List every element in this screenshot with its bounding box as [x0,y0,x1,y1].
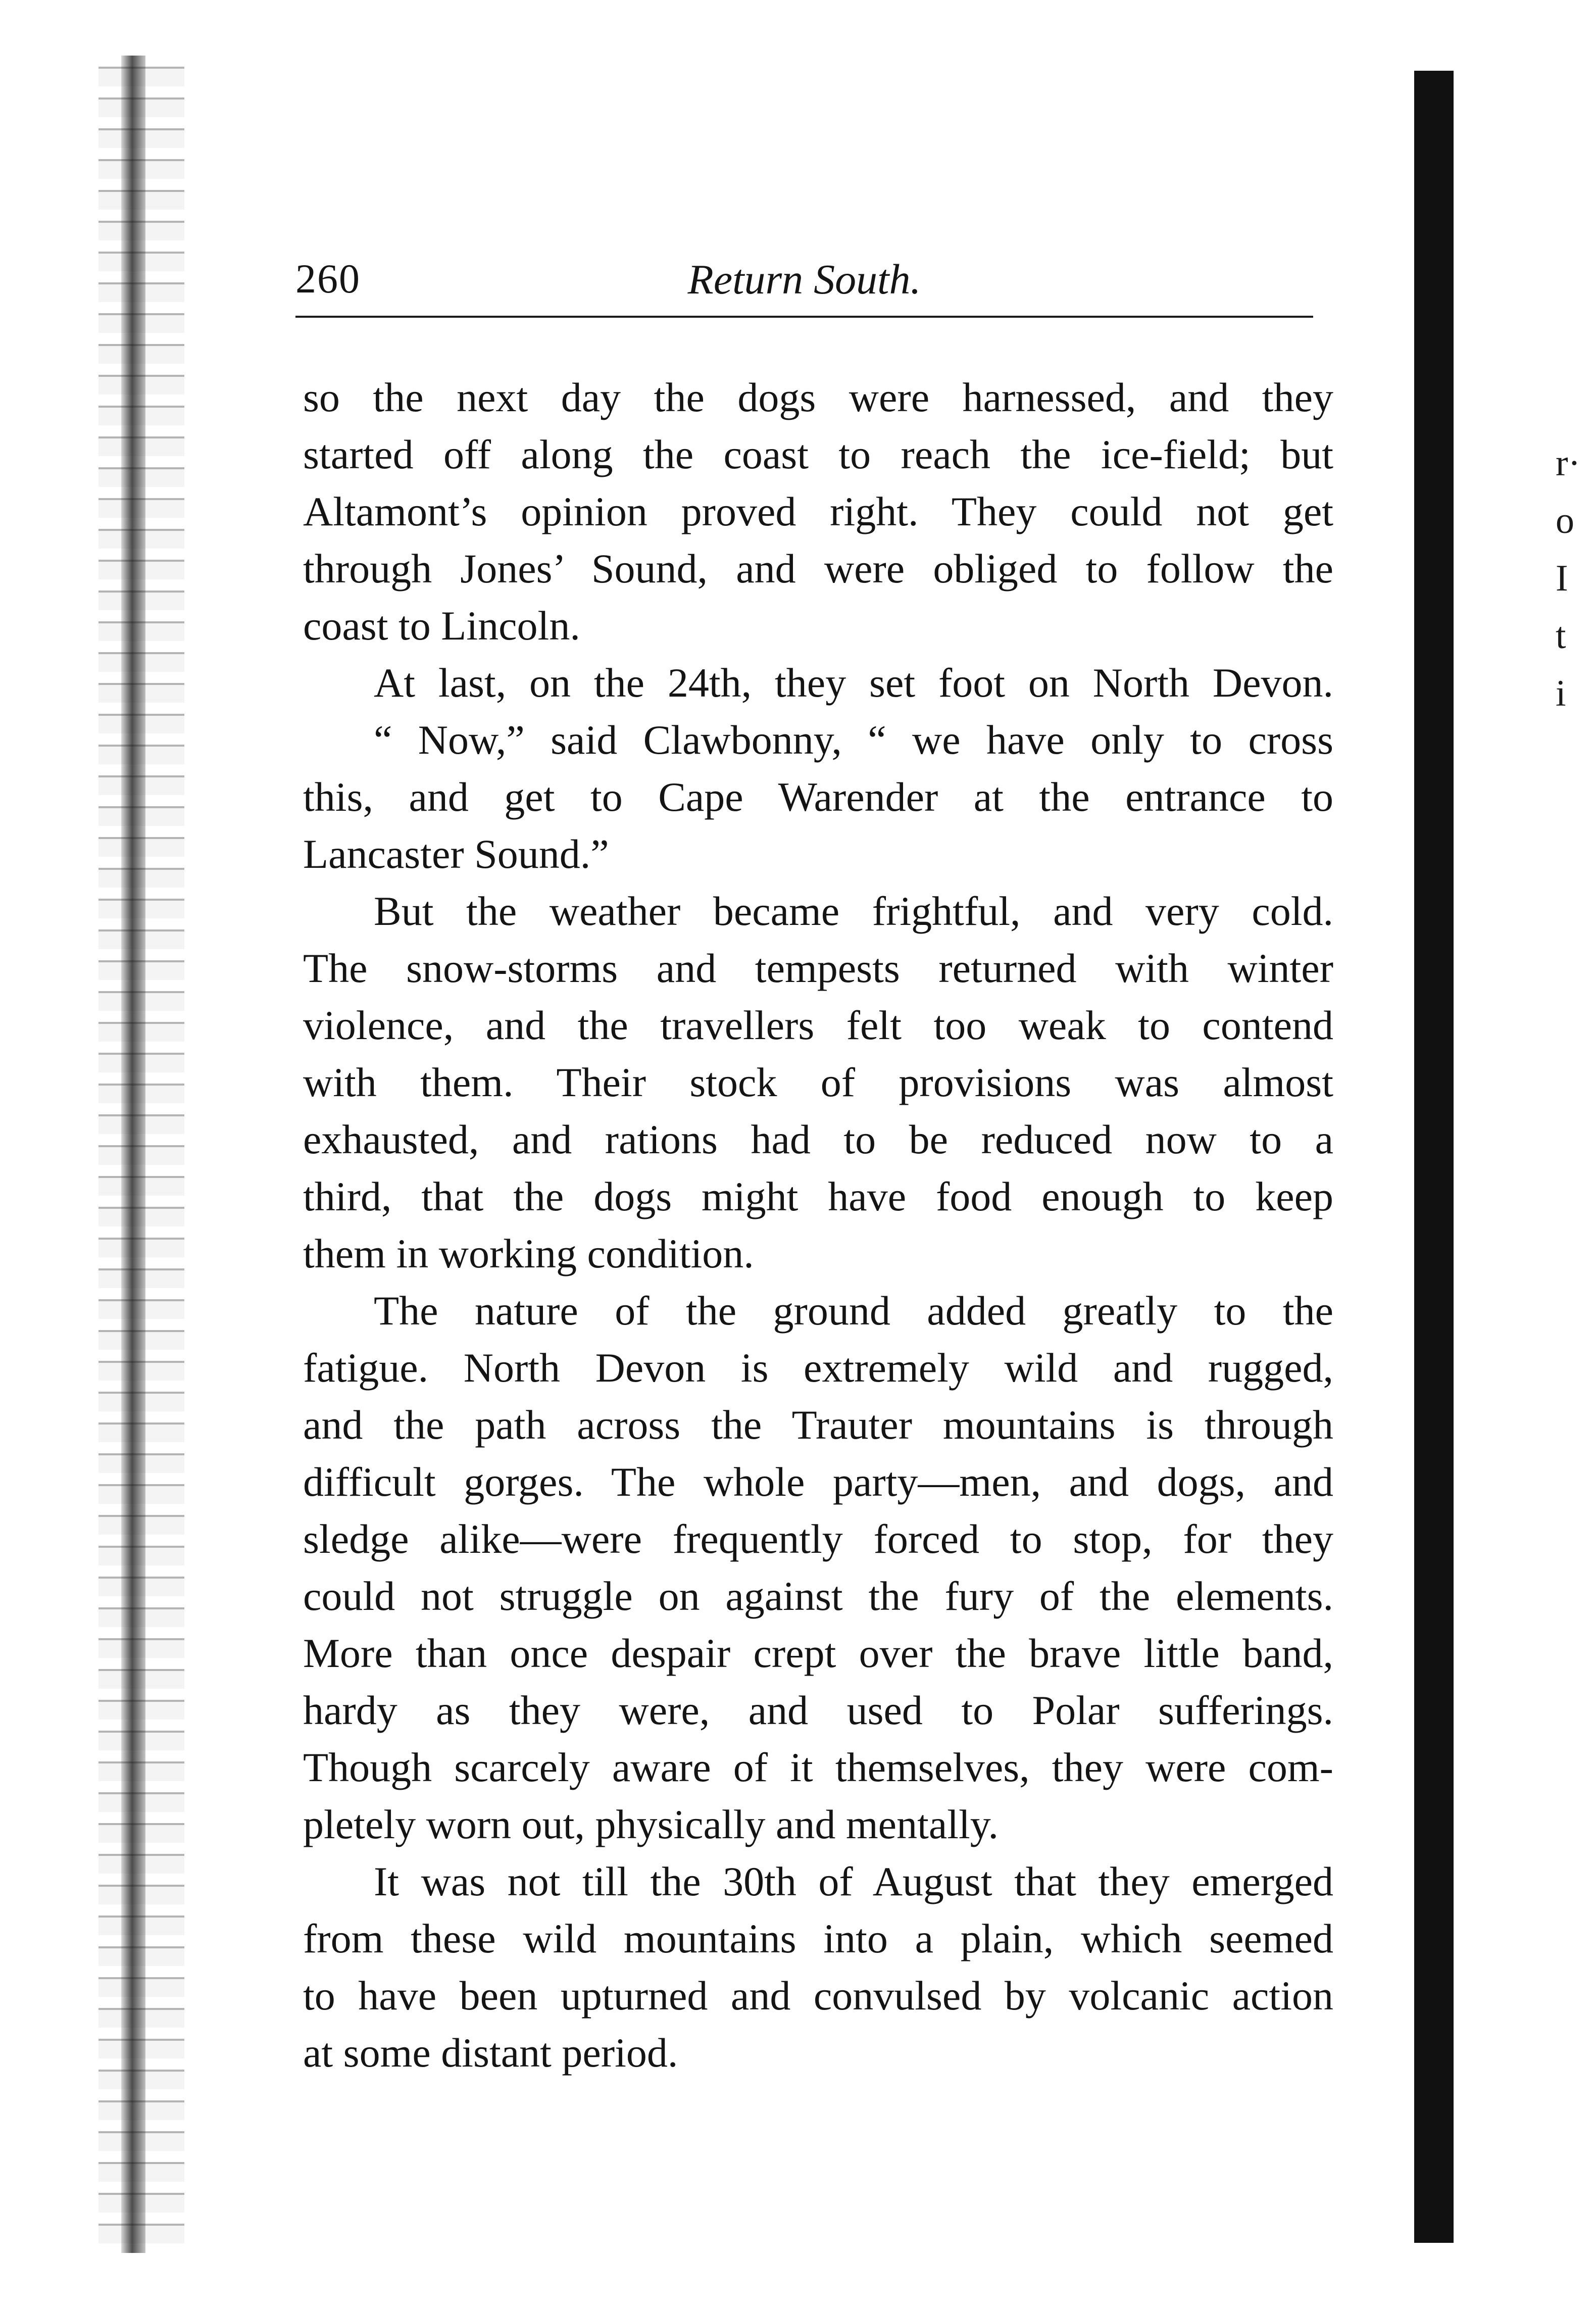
text-line: coast to Lincoln. [303,603,580,649]
running-title: Return South. [687,256,921,303]
margin-fragment: r· [1556,443,1581,484]
text-line: Lancaster Sound.” [303,831,609,877]
binding-edge-core [121,56,145,2253]
text-line: pletely worn out, physically and mentally. [303,1801,999,1847]
text-line: At last, on the 24th, they set foot on North Devon. [374,660,1333,706]
text-line: “ Now,” said Clawbonny, “ we have only to cross [374,717,1333,763]
text-line: difficult gorges. The whole party—men, and dogs, and [303,1459,1333,1505]
text-line: It was not till the 30th of August that they emerged [374,1858,1333,1904]
margin-fragment: t [1556,615,1566,657]
right-edge-bar [1414,71,1454,2243]
facing-page-fragments [1556,434,1591,722]
text-line: third, that the dogs might have food enough to keep [303,1173,1333,1219]
text-line: from these wild mountains into a plain, which seemed [303,1916,1333,1961]
text-line: so the next day the dogs were harnessed, and they [303,374,1333,420]
text-line: to have been upturned and convulsed by volcanic action [303,1973,1333,2019]
text-line: More than once despair crept over the brave little band, [303,1630,1333,1676]
margin-fragment: I [1556,558,1568,599]
text-line: violence, and the travellers felt too weak to contend [303,1002,1333,1048]
text-line: with them. Their stock of provisions was almost [303,1059,1333,1105]
text-line: at some distant period. [303,2030,678,2076]
text-line: hardy as they were, and used to Polar sufferings. [303,1687,1333,1733]
text-line: sledge alike—were frequently forced to stop, for they [303,1516,1333,1562]
margin-fragment: o [1556,500,1574,542]
text-line: fatigue. North Devon is extremely wild and rugged, [303,1345,1333,1391]
text-line: could not struggle on against the fury of the elements. [303,1573,1333,1619]
page-header [295,255,1313,318]
text-line: But the weather became frightful, and very cold. [374,888,1333,934]
text-line: Altamont’s opinion proved right. They could not get [303,488,1333,534]
text-line: The snow-storms and tempests returned with winter [303,945,1333,991]
text-line: them in working condition. [303,1231,754,1277]
text-line: started off along the coast to reach the ice-field; but [303,431,1333,477]
text-line: Though scarcely aware of it themselves, they were com- [303,1744,1333,1790]
page-number: 260 [295,256,361,302]
text-line: this, and get to Cape Warender at the entrance to [303,774,1333,820]
text-line: through Jones’ Sound, and were obliged to follow the [303,546,1333,592]
text-line: exhausted, and rations had to be reduced now to a [303,1116,1333,1162]
margin-fragment: i [1556,673,1566,714]
text-line: The nature of the ground added greatly to the [374,1288,1333,1334]
text-line: and the path across the Trauter mountains is through [303,1402,1333,1448]
body-text [303,369,1333,2081]
